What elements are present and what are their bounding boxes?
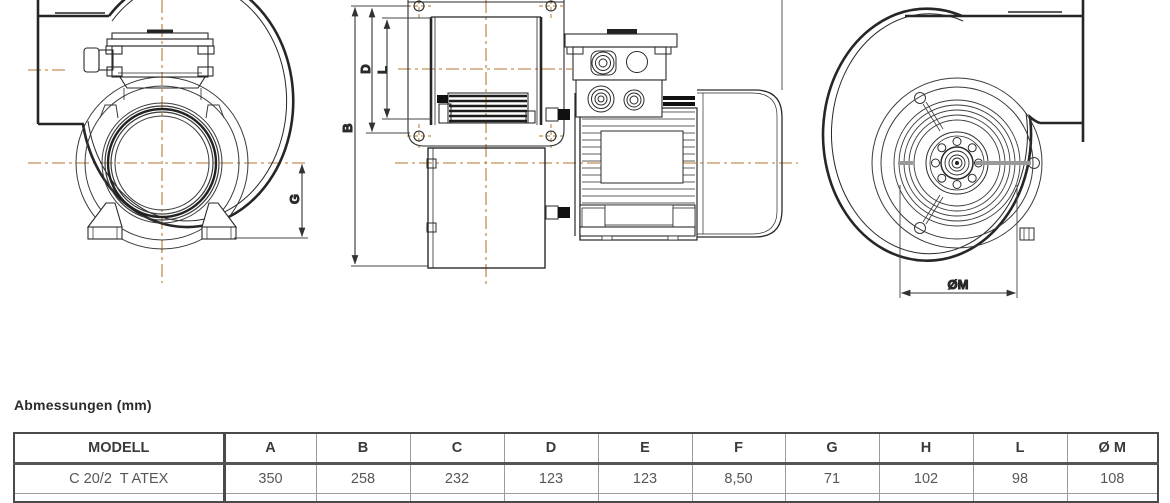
drain-plug <box>1020 228 1034 240</box>
col-header-l: L <box>973 433 1067 464</box>
front-terminal-box <box>84 30 214 101</box>
cell-h: 102 <box>879 464 973 494</box>
cell-l: 98 <box>973 464 1067 494</box>
dimensions-table <box>13 432 1159 503</box>
dimension-g <box>234 165 308 239</box>
rear-view <box>823 0 1083 298</box>
col-header-e: E <box>598 433 692 464</box>
cable-entry-block <box>576 80 662 117</box>
cell-d: 123 <box>504 464 598 494</box>
motor-terminal-box <box>565 29 677 80</box>
col-header-b: B <box>316 433 410 464</box>
cell-f: 8,50 <box>692 464 785 494</box>
col-header-dm: Ø M <box>1067 433 1158 464</box>
table-header-row <box>14 433 1158 464</box>
dimension-l-label: L <box>375 66 390 74</box>
front-view <box>28 0 308 283</box>
cell-a: 350 <box>224 464 316 494</box>
col-header-d: D <box>504 433 598 464</box>
front-centerlines <box>28 0 306 283</box>
col-header-f: F <box>692 433 785 464</box>
dimension-dm-label: ØM <box>947 277 969 292</box>
col-header-c: C <box>410 433 504 464</box>
dimension-bdl <box>340 6 432 266</box>
col-header-modell: MODELL <box>14 433 224 464</box>
side-view <box>340 0 798 286</box>
col-header-a: A <box>224 433 316 464</box>
side-centerlines <box>395 0 798 286</box>
cell-modell: C 20/2 T ATEX <box>14 464 224 494</box>
dimension-g-label: G <box>287 193 302 205</box>
motor-nameplate <box>601 131 683 183</box>
section-heading: Abmessungen (mm) <box>14 397 152 413</box>
cell-e: 123 <box>598 464 692 494</box>
cell-c: 232 <box>410 464 504 494</box>
cell-b: 258 <box>316 464 410 494</box>
dimension-b-label: B <box>340 123 355 133</box>
cell-dm: 108 <box>1067 464 1158 494</box>
motor-side <box>546 29 782 240</box>
dimension-d-label: D <box>358 64 373 74</box>
motor-feet <box>580 205 695 240</box>
col-header-g: G <box>785 433 879 464</box>
cell-g: 71 <box>785 464 879 494</box>
col-header-h: H <box>879 433 973 464</box>
table-row <box>14 464 1158 494</box>
